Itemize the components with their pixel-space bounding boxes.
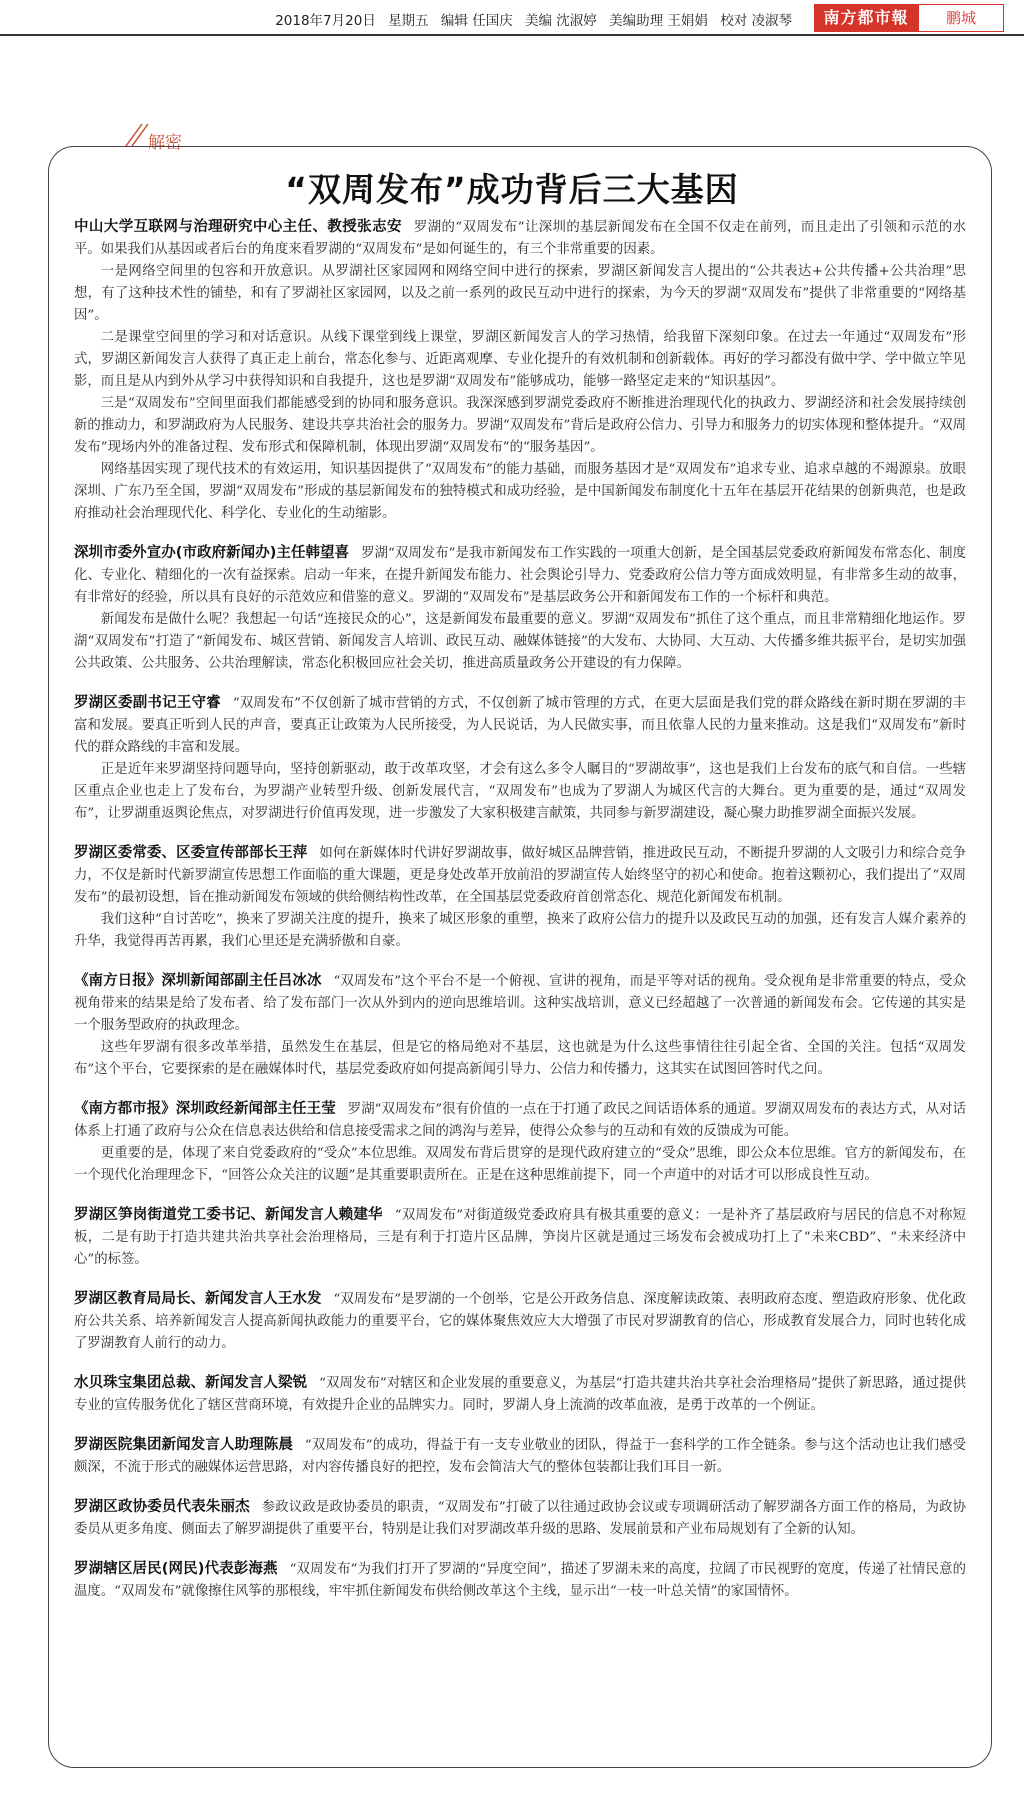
paragraph-text: “双周发布”不仅创新了城市营销的方式，不仅创新了城市管理的方式，在更大层面是我们党的群众路线在新时期在罗湖的丰富和发展。要真正听到人民的声音，要真正让政策为人民所接受，为人民说话，为人民做实事，而且依靠人民的力量来推动。这是我们“双周发布”新时代的群众路线的丰富和发展。 xyxy=(74,696,967,755)
speaker-paragraph xyxy=(74,1372,966,1417)
speaker-name: 罗湖区委常委、区委宣传部部长王萍 xyxy=(74,845,308,861)
logo-main: 南方都市報 xyxy=(814,4,918,32)
speaker-section xyxy=(74,1372,966,1417)
speaker-paragraph xyxy=(74,759,966,825)
paragraph-text: 新闻发布是做什么呢？我想起一句话“连接民众的心”，这是新闻发布最重要的意义。罗湖“双周发布”抓住了这个重点，而且非常精细化地运作。罗湖“双周发布”打造了“新闻发布、城区营销、新闻发言人培训、政民互动、融媒体链接”的大发布、大协同、大互动、大传播多维共振平台，是切实加强公共政策、公共服务、公共治理解读，常态化积极回应社会关切，推进高质量政务公开建设的有力保障。 xyxy=(74,612,966,671)
speaker-name: 罗湖区教育局局长、新闻发言人王水发 xyxy=(74,1291,322,1307)
proofreader-credit: 校对 凌淑琴 xyxy=(720,13,792,29)
paragraph-text: “双周发布”对辖区和企业发展的重要意义，为基层“打造共建共治共享社会治理格局”提供了新思路，通过提供专业的宣传服务优化了辖区营商环境，有效提升企业的品牌实力。同时，罗湖人身上流淌的改革血液，是勇于改革的一个例证。 xyxy=(74,1376,966,1413)
speaker-section xyxy=(74,542,966,675)
paragraph-text: 正是近年来罗湖坚持问题导向，坚持创新驱动，敢于改革攻坚，才会有这么多令人瞩目的“罗湖故事”，这也是我们上台发布的底气和自信。一些辖区重点企业也走上了发布台，为罗湖产业转型升级、创新发展代言，“双周发布”也成为了罗湖人为城区代言的大舞台。更为重要的是，通过“双周发布”，让罗湖重返舆论焦点，对罗湖进行价值再发现，进一步激发了大家积极建言献策，共同参与新罗湖建设，凝心聚力助推罗湖全面振兴发展。 xyxy=(74,762,966,821)
speaker-section xyxy=(74,692,966,825)
speaker-name: 罗湖医院集团新闻发言人助理陈晨 xyxy=(74,1437,293,1453)
speaker-paragraph xyxy=(74,542,966,609)
headline: “双周发布”成功背后三大基因 xyxy=(285,170,739,209)
speaker-section xyxy=(74,216,966,525)
speaker-paragraph xyxy=(74,970,966,1037)
speaker-paragraph xyxy=(74,1098,966,1143)
speaker-section xyxy=(74,970,966,1081)
issue-weekday: 星期五 xyxy=(388,13,429,29)
article-body xyxy=(74,216,966,1620)
speaker-paragraph xyxy=(74,842,966,909)
paragraph-text: 这些年罗湖有很多改革举措，虽然发生在基层，但是它的格局绝对不基层，这也就是为什么这些事情往往引起全省、全国的关注。包括“双周发布”这个平台，它要探索的是在融媒体时代，基层党委政府如何提高新闻引导力、公信力和传播力，这其实在试图回答时代之问。 xyxy=(74,1040,966,1077)
paragraph-text: 参政议政是政协委员的职责，“双周发布”打破了以往通过政协会议或专项调研活动了解罗湖各方面工作的格局，为政协委员从更多角度、侧面去了解罗湖提供了重要平台，特别是让我们对罗湖改革升级的思路、发展前景和产业布局规划有了全新的认知。 xyxy=(74,1500,967,1537)
speaker-name: 罗湖区政协委员代表朱丽杰 xyxy=(74,1499,250,1515)
speaker-paragraph xyxy=(74,909,966,953)
speaker-name: 罗湖区委副书记王守睿 xyxy=(74,695,221,711)
speaker-paragraph xyxy=(74,1496,966,1541)
issue-date: 2018年7月20日 xyxy=(275,13,376,29)
speaker-name: 罗湖区笋岗街道党工委书记、新闻发言人赖建华 xyxy=(74,1207,383,1223)
paragraph-text: “双周发布”是罗湖的一个创举，它是公开政务信息、深度解读政策、表明政府态度、塑造政府形象、优化政府公共关系、培养新闻发言人提高新闻执政能力的重要平台，它的媒体聚焦效应大大增强了市民对罗湖教育的信心，形成教育发展合力，同时也转化成了罗湖教育人前行的动力。 xyxy=(74,1292,966,1351)
speaker-paragraph xyxy=(74,1143,966,1187)
speaker-paragraph xyxy=(74,1204,966,1271)
paragraph-text: 二是课堂空间里的学习和对话意识。从线下课堂到线上课堂，罗湖区新闻发言人的学习热情，给我留下深刻印象。在过去一年通过“双周发布”形式，罗湖区新闻发言人获得了真正走上前台，常态化参与、近距离观摩、专业化提升的有效机制和创新载体。再好的学习都没有做中学、学中做立竿见影，而且是从内到外从学习中获得知识和自我提升，这也是罗湖“双周发布”能够成功，能够一路坚定走来的“知识基因”。 xyxy=(74,330,966,389)
speaker-paragraph xyxy=(74,1037,966,1081)
speaker-name: 《南方都市报》深圳政经新闻部主任王莹 xyxy=(74,1101,336,1117)
speaker-section xyxy=(74,1204,966,1271)
masthead-info xyxy=(267,9,792,29)
paragraph-text: “双周发布”为我们打开了罗湖的“异度空间”，描述了罗湖未来的高度，拉阔了市民视野的宽度，传递了社情民意的温度。“双周发布”就像擦住风筝的那根线，牢牢抓住新闻发布供给侧改革这个主线，显示出“一枝一叶总关情”的家国情怀。 xyxy=(74,1562,966,1599)
speaker-name: 《南方日报》深圳新闻部副主任吕冰冰 xyxy=(74,973,322,989)
paragraph-text: 一是网络空间里的包容和开放意识。从罗湖社区家园网和网络空间中进行的探索，罗湖区新闻发言人提出的“公共表达+公共传播+公共治理”思想，有了这种技术性的铺垫，和有了罗湖社区家园网，以及之前一系列的政民互动中进行的探索，为今天的罗湖“双周发布”提供了非常重要的“网络基因”。 xyxy=(74,264,966,323)
paragraph-text: 三是“双周发布”空间里面我们都能感受到的协同和服务意识。我深深感到罗湖党委政府不断推进治理现代化的执政力、罗湖经济和社会发展持续创新的推动力，和罗湖政府为人民服务、建设共享共治社会的服务力。罗湖“双周发布”背后是政府公信力、引导力和服务力的切实体现和整体提升。“双周发布”现场内外的准备过程、发布形式和保障机制，体现出罗湖“双周发布”的“服务基因”。 xyxy=(74,396,966,455)
speaker-name: 深圳市委外宣办(市政府新闻办)主任韩望喜 xyxy=(74,545,350,561)
speaker-section xyxy=(74,1288,966,1355)
speaker-paragraph xyxy=(74,261,966,327)
speaker-paragraph xyxy=(74,1288,966,1355)
design-assistant-credit: 美编助理 王娟娟 xyxy=(609,13,708,29)
speaker-paragraph xyxy=(74,692,966,759)
speaker-section xyxy=(74,1434,966,1479)
masthead xyxy=(0,0,1024,36)
paragraph-text: 更重要的是，体现了来自党委政府的“受众”本位思维。双周发布背后贯穿的是现代政府建立的“受众”思维，即公众本位思维。官方的新闻发布，在一个现代化治理理念下，“回答公众关注的议题”是其重要职责所在。正是在这种思维前提下，同一个声道中的对话才可以形成良性互动。 xyxy=(74,1146,966,1183)
speaker-paragraph xyxy=(74,1434,966,1479)
speaker-section xyxy=(74,842,966,953)
paragraph-text: 如何在新媒体时代讲好罗湖故事，做好城区品牌营销，推进政民互动，不断提升罗湖的人文吸引力和综合竞争力，不仅是新时代新罗湖宣传思想工作面临的重大课题，更是身处改革开放前沿的罗湖宣传人始终坚守的初心和使命。抱着这颗初心，我们提出了“双周发布”的最初设想，旨在推动新闻发布领域的供给侧结构性改革，在全国基层党委政府首创常态化、规范化新闻发布机制。 xyxy=(74,846,967,905)
speaker-paragraph xyxy=(74,393,966,459)
designer-credit: 美编 沈淑婷 xyxy=(525,13,597,29)
speaker-paragraph xyxy=(74,216,966,261)
paragraph-text: “双周发布”对街道级党委政府具有极其重要的意义：一是补齐了基层政府与居民的信息不对称短板，二是有助于打造共建共治共享社会治理格局，三是有利于打造片区品牌，笋岗片区就是通过三场发布会被成功打上了“未来CBD”、“未来经济中心”的标签。 xyxy=(74,1208,966,1267)
speaker-paragraph xyxy=(74,1558,966,1603)
speaker-name: 水贝珠宝集团总裁、新闻发言人梁锐 xyxy=(74,1375,308,1391)
newspaper-logo xyxy=(814,4,976,32)
paragraph-text: 罗湖“双周发布”是我市新闻发布工作实践的一项重大创新，是全国基层党委政府新闻发布常态化、制度化、专业化、精细化的一次有益探索。启动一年来，在提升新闻发布能力、社会舆论引导力、党委政府公信力等方面成效明显，有非常多生动的故事，有非常好的经验，所以具有良好的示范效应和借鉴的意义。罗湖的“双周发布”是基层政务公开和新闻发布工作的一个标杆和典范。 xyxy=(74,546,966,605)
speaker-paragraph xyxy=(74,327,966,393)
section-tag: 解密 xyxy=(148,133,182,153)
speaker-section xyxy=(74,1098,966,1187)
paragraph-text: 我们这种“自讨苦吃”，换来了罗湖关注度的提升，换来了城区形象的重塑，换来了政府公信力的提升以及政民互动的加强，还有发言人媒介素养的升华，我觉得再苦再累，我们心里还是充满骄傲和自豪。 xyxy=(74,912,966,949)
speaker-name: 罗湖辖区居民(网民)代表彭海燕 xyxy=(74,1561,278,1577)
speaker-section xyxy=(74,1496,966,1541)
speaker-name: 中山大学互联网与治理研究中心主任、教授张志安 xyxy=(74,219,402,235)
paragraph-text: “双周发布”这个平台不是一个俯视、宣讲的视角，而是平等对话的视角。受众视角是非常重要的特点，受众视角带来的结果是给了发布者、给了发布部门一次从外到内的逆向思维培训。这种实战培训，意义已经超越了一次普通的新闻发布会。它传递的其实是一个服务型政府的执政理念。 xyxy=(74,974,966,1033)
speaker-paragraph xyxy=(74,609,966,675)
paragraph-text: 罗湖“双周发布”很有价值的一点在于打通了政民之间话语体系的通道。罗湖双周发布的表达方式，从对话体系上打通了政府与公众在信息表达供给和信息接受需求之间的鸿沟与差异，使得公众参与的互动和有效的反馈成为可能。 xyxy=(74,1102,966,1139)
editor-credit: 编辑 任国庆 xyxy=(440,13,513,29)
paragraph-text: “双周发布”的成功，得益于有一支专业敬业的团队，得益于一套科学的工作全链条。参与这个活动也让我们感受颇深，不流于形式的融媒体运营思路，对内容传播良好的把控，发布会简洁大气的整体包装都让我们耳目一新。 xyxy=(74,1438,966,1475)
logo-sub: 鹏城 xyxy=(918,4,1004,32)
paragraph-text: 罗湖的“双周发布”让深圳的基层新闻发布在全国不仅走在前列，而且走出了引领和示范的水平。如果我们从基因或者后台的角度来看罗湖的“双周发布”是如何诞生的，有三个非常重要的因素。 xyxy=(74,220,966,257)
speaker-paragraph xyxy=(74,459,966,525)
speaker-section xyxy=(74,1558,966,1603)
paragraph-text: 网络基因实现了现代技术的有效运用，知识基因提供了“双周发布”的能力基础，而服务基因才是“双周发布”追求专业、追求卓越的不竭源泉。放眼深圳、广东乃至全国，罗湖“双周发布”形成的基层新闻发布的独特模式和成功经验，是中国新闻发布制度化十五年在基层开花结果的创新典范，也是政府推动社会治理现代化、科学化、专业化的生动缩影。 xyxy=(74,462,966,521)
